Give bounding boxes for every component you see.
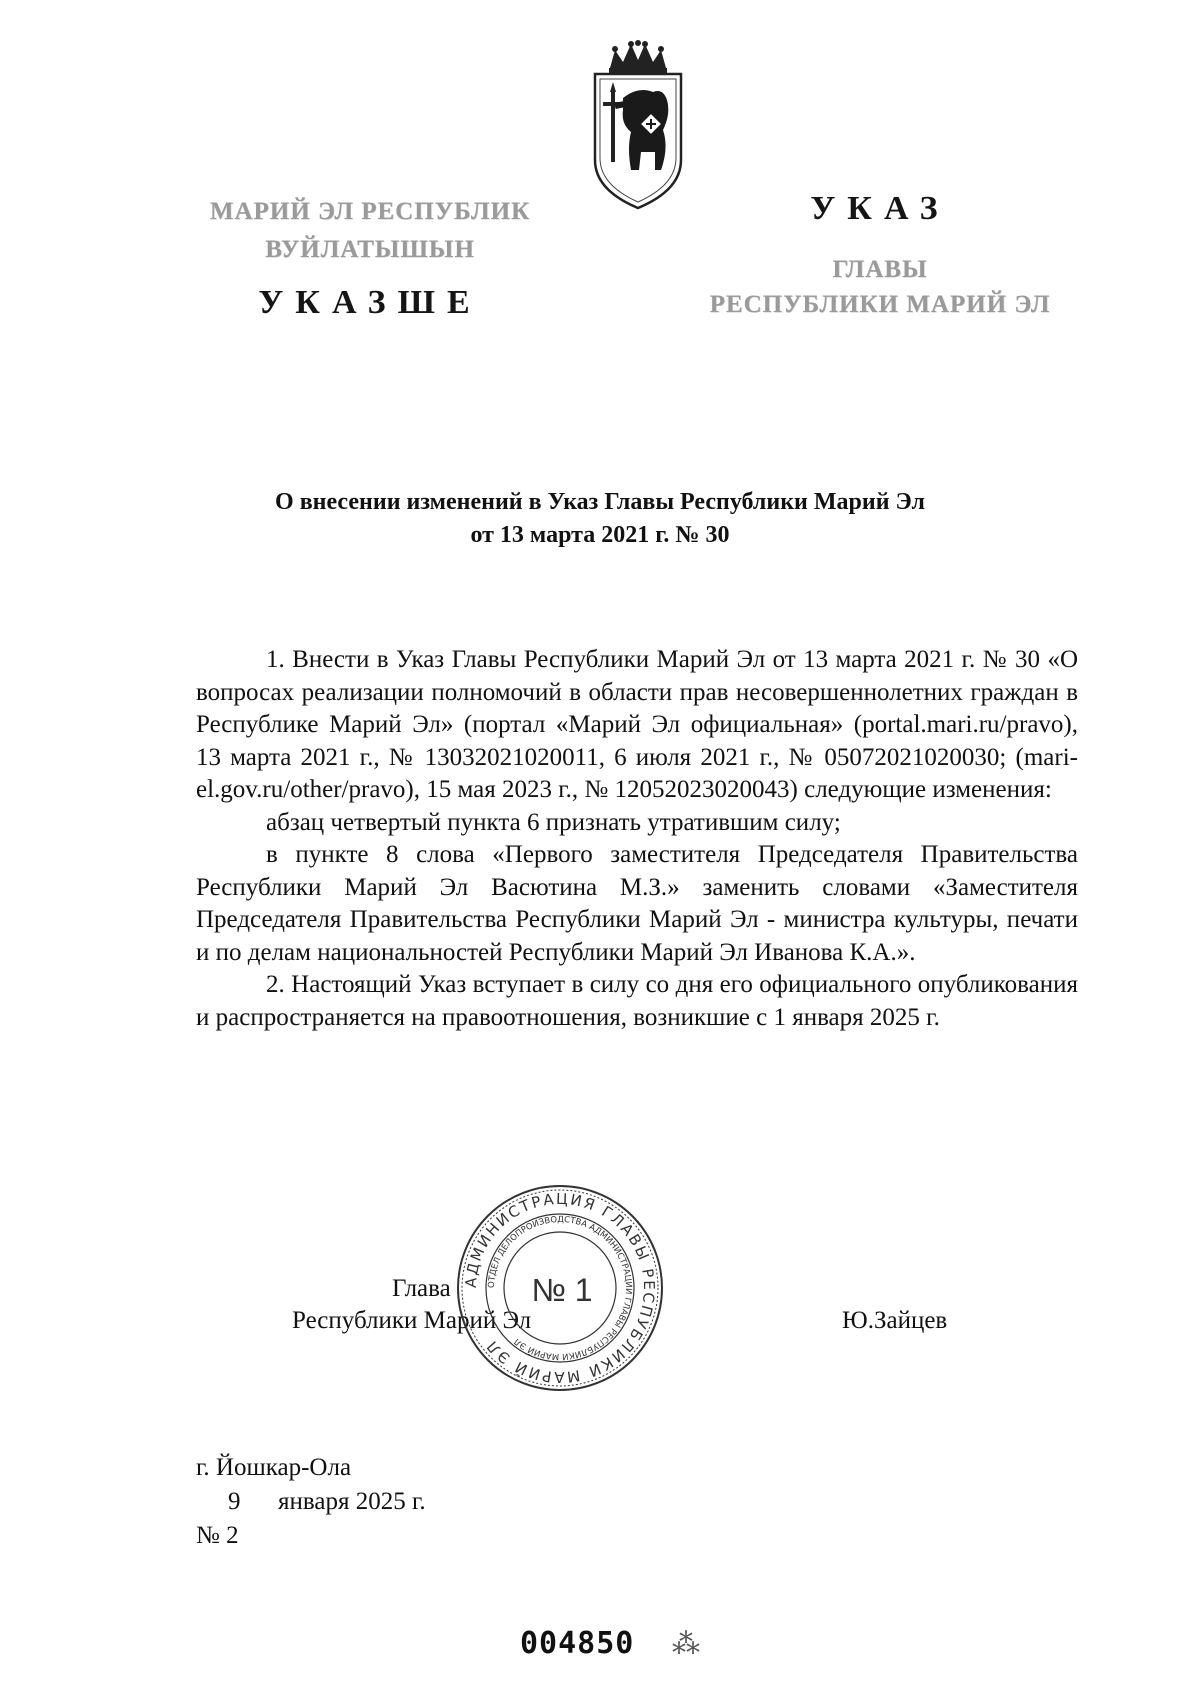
date-rest: января 2025 г.	[278, 1488, 426, 1515]
header-left-title: УКАЗШЕ	[258, 284, 482, 321]
header-right-line1: ГЛАВЫ	[832, 256, 928, 283]
date-day: 9	[228, 1488, 241, 1515]
seal-inner-text: ОТДЕЛ ДЕЛОПРОИЗВОДСТВА АДМИНИСТРАЦИИ ГЛАВЫ РЕСПУБЛИКИ МАРИЙ ЭЛ	[486, 1214, 634, 1362]
signature-position-line1: Глава	[392, 1275, 451, 1302]
document-title	[150, 486, 1050, 552]
header-left-line2: ВУЙЛАТЫШЫН	[265, 236, 475, 263]
paragraph-2: абзац четвертый пункта 6 признать утратившим силу;	[266, 808, 841, 836]
document-title-line1: О внесении изменений в Указ Главы Республики Марий Эл	[275, 489, 925, 515]
document-title-line2: от 13 марта 2021 г. № 30	[470, 522, 730, 548]
serial-ornament-icon: ⁂	[672, 1629, 700, 1660]
paragraph-1: 1. Внести в Указ Главы Республики Марий Эл от 13 марта 2021 г. № 30 «О вопросах реализации полномочий в области прав несовершеннолетних граждан в Республике Марий Эл» (портал «Марий Эл официальная» (portal.mari.ru/pravo), 13 марта 2021 г., № 13032021020011, 6 июля 2021 г., № 05072021020030; (mari-el.gov.ru/other/pravo), 15 мая 2023 г., № 12052023020043) следующие изменения:	[196, 646, 1078, 803]
paragraph-3: в пункте 8 слова «Первого заместителя Председателя Правительства Республики Марий Эл Васютина М.З.» заменить словами «Заместителя Председателя Правительства Республики Марий Эл - министра культуры, печати и по делам национальностей Республики Марий Эл Иванова К.А.».	[196, 841, 1078, 966]
signature-name: Ю.Зайцев	[842, 1307, 948, 1334]
header-right-title: УКАЗ	[810, 190, 950, 227]
seal-number: № 1	[531, 1272, 593, 1308]
document-number: № 2	[196, 1522, 239, 1549]
document-body	[196, 644, 1078, 1034]
header-left-line1: МАРИЙ ЭЛ РЕСПУБЛИК	[209, 198, 531, 225]
place: г. Йошкар-Ола	[196, 1454, 352, 1481]
mari-el-coat-of-arms-icon	[583, 40, 693, 215]
serial-number: 004850	[520, 1626, 635, 1661]
paragraph-4: 2. Настоящий Указ вступает в силу со дня его официального опубликования и распространяется на правоотношения, возникшие с 1 января 2025 г.	[196, 971, 1078, 1031]
seal-outer-text: АДМИНИСТРАЦИЯ ГЛАВЫ РЕСПУБЛИКИ МАРИЙ ЭЛ	[461, 1189, 659, 1387]
header-right-line2: РЕСПУБЛИКИ МАРИЙ ЭЛ	[709, 291, 1051, 318]
signature-position-line2: Республики Марий Эл	[292, 1307, 532, 1334]
